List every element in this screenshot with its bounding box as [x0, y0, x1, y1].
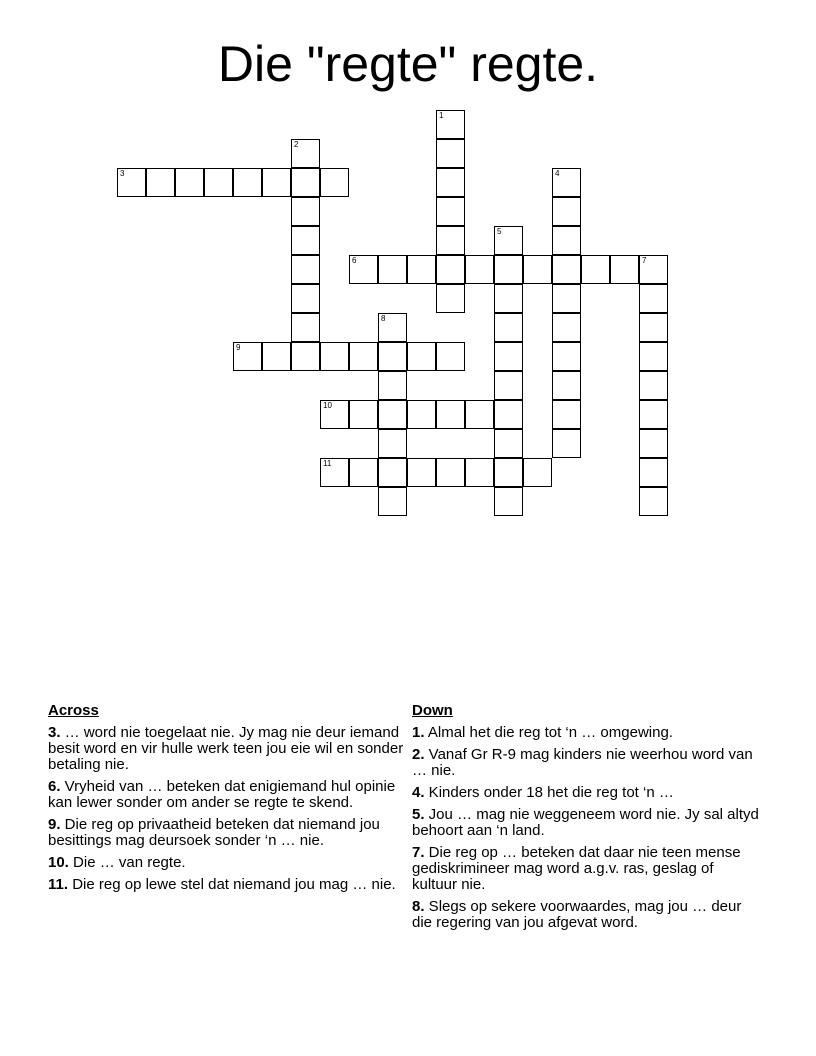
grid-cell[interactable] — [465, 458, 494, 487]
grid-cell[interactable] — [552, 284, 581, 313]
puzzle-title: Die "regte" regte. — [217, 36, 599, 92]
clue-text: Die … van regte. — [68, 854, 186, 871]
grid-cell[interactable] — [436, 110, 465, 139]
grid-cell[interactable] — [233, 342, 262, 371]
clue-text: Almal het die reg tot ‘n … omgewing. — [424, 724, 673, 741]
grid-cell[interactable] — [639, 429, 668, 458]
cell-number: 1 — [439, 111, 444, 120]
grid-cell[interactable] — [465, 400, 494, 429]
grid-cell[interactable] — [494, 342, 523, 371]
cell-number: 11 — [323, 459, 332, 468]
grid-cell[interactable] — [494, 313, 523, 342]
across-clues — [48, 703, 406, 899]
cell-number: 9 — [236, 343, 241, 352]
cell-number: 6 — [352, 256, 357, 265]
grid-cell[interactable] — [378, 458, 407, 487]
grid-cell[interactable] — [175, 168, 204, 197]
grid-cell[interactable] — [552, 371, 581, 400]
clue-down-2 — [412, 747, 762, 779]
clue-down-8 — [412, 899, 762, 931]
clue-down-4 — [412, 785, 762, 801]
clue-number: 5. — [412, 806, 425, 823]
grid-cell[interactable] — [378, 313, 407, 342]
grid-cell[interactable] — [320, 458, 349, 487]
cell-number: 8 — [381, 314, 386, 323]
grid-cell[interactable] — [349, 458, 378, 487]
grid-cell[interactable] — [610, 255, 639, 284]
grid-cell[interactable] — [378, 342, 407, 371]
grid-cell[interactable] — [117, 168, 146, 197]
grid-cell[interactable] — [523, 458, 552, 487]
grid-cell[interactable] — [407, 400, 436, 429]
clue-text: Die reg op lewe stel dat niemand jou mag … nie. — [68, 876, 396, 893]
grid-cell[interactable] — [465, 255, 494, 284]
clue-text: Slegs op sekere voorwaardes, mag jou … deur die regering van jou afgevat word. — [412, 898, 742, 931]
cell-number: 3 — [120, 169, 125, 178]
cell-number: 2 — [294, 140, 299, 149]
grid-cell[interactable] — [639, 400, 668, 429]
clue-across-10 — [48, 855, 406, 871]
cell-number: 7 — [642, 256, 647, 265]
cell-number: 5 — [497, 227, 502, 236]
grid-cell[interactable] — [436, 284, 465, 313]
grid-cell[interactable] — [639, 313, 668, 342]
grid-cell[interactable] — [320, 168, 349, 197]
clue-across-11 — [48, 877, 406, 893]
clue-text: Kinders onder 18 het die reg tot ‘n … — [424, 784, 674, 801]
grid-cell[interactable] — [494, 400, 523, 429]
grid-cell[interactable] — [494, 284, 523, 313]
clue-number: 9. — [48, 816, 61, 833]
cell-number: 10 — [323, 401, 332, 410]
grid-cell[interactable] — [262, 168, 291, 197]
grid-cell[interactable] — [552, 400, 581, 429]
grid-cell[interactable] — [494, 429, 523, 458]
clue-text: … word nie toegelaat nie. Jy mag nie deur iemand besit word en vir hulle werk teen jou eie wil en sonder betaling nie. — [48, 724, 404, 773]
grid-cell[interactable] — [639, 487, 668, 516]
clue-down-7 — [412, 845, 762, 893]
grid-cell[interactable] — [552, 342, 581, 371]
clue-number: 11. — [48, 876, 69, 893]
clue-text: Vanaf Gr R-9 mag kinders nie weerhou word van … nie. — [412, 746, 753, 779]
grid-cell[interactable] — [378, 371, 407, 400]
grid-cell[interactable] — [378, 400, 407, 429]
grid-cell[interactable] — [262, 342, 291, 371]
grid-cell[interactable] — [320, 400, 349, 429]
clue-across-9 — [48, 817, 406, 849]
grid-cell[interactable] — [523, 255, 552, 284]
down-clues — [412, 703, 762, 937]
grid-cell[interactable] — [436, 400, 465, 429]
grid-cell[interactable] — [378, 487, 407, 516]
clue-number: 3. — [48, 724, 61, 741]
grid-cell[interactable] — [349, 400, 378, 429]
cell-number: 4 — [555, 169, 560, 178]
grid-cell[interactable] — [436, 168, 465, 197]
grid-cell[interactable] — [233, 168, 262, 197]
grid-cell[interactable] — [291, 255, 320, 284]
down-heading: Down — [412, 702, 453, 719]
clue-text: Vryheid van … beteken dat enigiemand hul opinie kan lewer sonder om ander se regte te skend. — [48, 778, 396, 811]
grid-cell[interactable] — [552, 313, 581, 342]
grid-cell[interactable] — [581, 255, 610, 284]
grid-cell[interactable] — [291, 313, 320, 342]
clue-across-6 — [48, 779, 406, 811]
grid-cell[interactable] — [291, 139, 320, 168]
grid-cell[interactable] — [639, 284, 668, 313]
grid-cell[interactable] — [639, 371, 668, 400]
grid-cell[interactable] — [639, 458, 668, 487]
grid-cell[interactable] — [349, 255, 378, 284]
grid-cell[interactable] — [378, 255, 407, 284]
grid-cell[interactable] — [291, 197, 320, 226]
grid-cell[interactable] — [494, 226, 523, 255]
grid-cell[interactable] — [494, 255, 523, 284]
grid-cell[interactable] — [639, 255, 668, 284]
grid-cell[interactable] — [552, 429, 581, 458]
grid-cell[interactable] — [494, 458, 523, 487]
clue-number: 2. — [412, 746, 425, 763]
across-heading: Across — [48, 702, 99, 719]
clue-number: 10. — [48, 854, 69, 871]
grid-cell[interactable] — [639, 342, 668, 371]
grid-cell[interactable] — [552, 197, 581, 226]
grid-cell[interactable] — [407, 458, 436, 487]
clue-number: 1. — [412, 724, 425, 741]
clue-down-1 — [412, 725, 762, 741]
grid-cell[interactable] — [436, 226, 465, 255]
grid-cell[interactable] — [494, 371, 523, 400]
clue-down-5 — [412, 807, 762, 839]
grid-cell[interactable] — [349, 342, 378, 371]
clue-number: 8. — [412, 898, 425, 915]
grid-cell[interactable] — [291, 284, 320, 313]
clue-text: Jou … mag nie weggeneem word nie. Jy sal altyd behoort aan ‘n land. — [412, 806, 759, 839]
grid-cell[interactable] — [436, 139, 465, 168]
clue-number: 4. — [412, 784, 425, 801]
grid-cell[interactable] — [407, 255, 436, 284]
grid-cell[interactable] — [494, 487, 523, 516]
grid-cell[interactable] — [320, 342, 349, 371]
grid-cell[interactable] — [378, 429, 407, 458]
clue-number: 7. — [412, 844, 425, 861]
clue-across-3 — [48, 725, 406, 773]
clue-number: 6. — [48, 778, 61, 795]
grid-cell[interactable] — [291, 226, 320, 255]
grid-cell[interactable] — [552, 255, 581, 284]
grid-cell[interactable] — [291, 342, 320, 371]
grid-cell[interactable] — [436, 342, 465, 371]
grid-cell[interactable] — [204, 168, 233, 197]
grid-cell[interactable] — [552, 226, 581, 255]
grid-cell[interactable] — [291, 168, 320, 197]
grid-cell[interactable] — [436, 197, 465, 226]
grid-cell[interactable] — [436, 458, 465, 487]
grid-cell[interactable] — [407, 342, 436, 371]
clue-text: Die reg op … beteken dat daar nie teen mense gediskrimineer mag word a.g.v. ras, geslag of kultuur nie. — [412, 844, 741, 893]
grid-cell[interactable] — [552, 168, 581, 197]
grid-cell[interactable] — [146, 168, 175, 197]
grid-cell[interactable] — [436, 255, 465, 284]
clue-text: Die reg op privaatheid beteken dat niemand jou besittings mag deursoek sonder ‘n … nie. — [48, 816, 380, 849]
